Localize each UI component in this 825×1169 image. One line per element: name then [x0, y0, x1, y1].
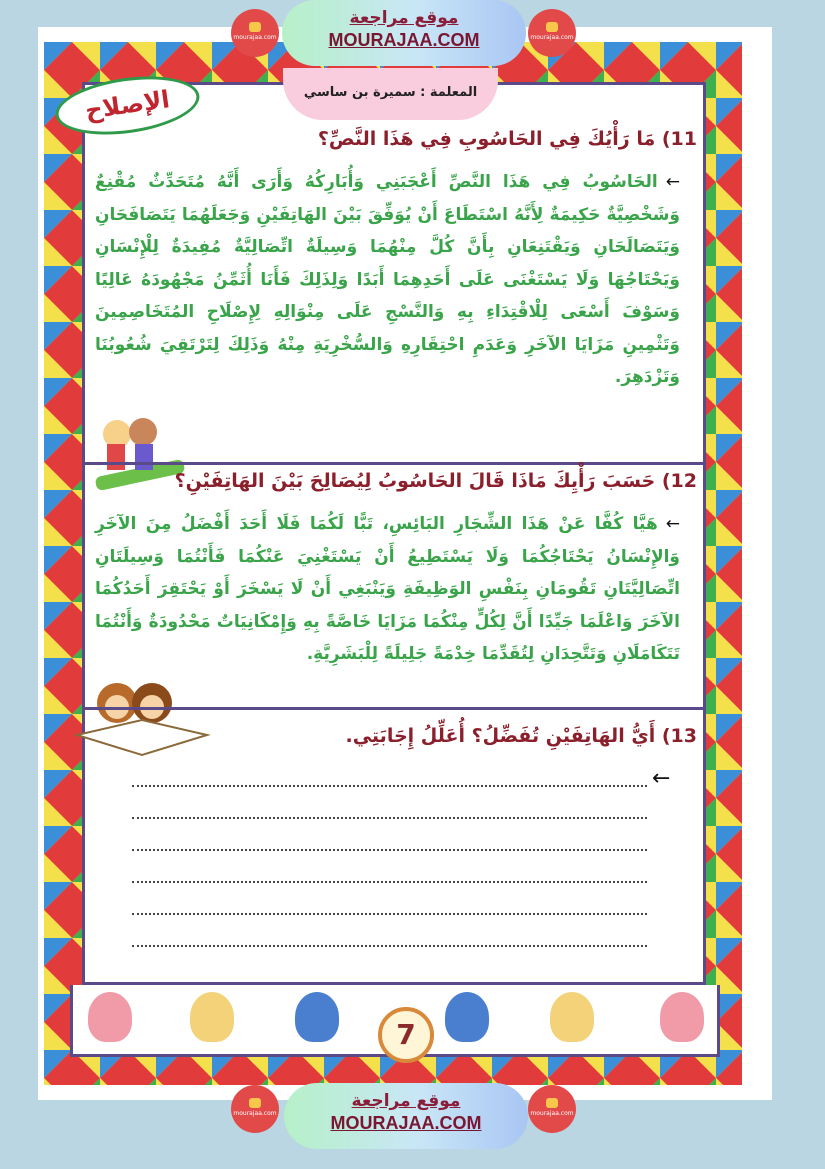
- teacher-name: المعلمة : سميرة بن ساسي: [303, 85, 478, 100]
- question-13: 13) أَيُّ الهَاتِفَيْنِ تُفَضِّلُ؟ أُعَلِّلُ إِجَابَتِي.: [345, 725, 697, 747]
- question-12: 12) حَسَبَ رَأْيِكَ مَاذَا قَالَ الحَاسُوبُ لِيُصَالِحَ بَيْنَ الهَاتِفَيْنِ؟: [174, 470, 697, 492]
- answer-11: [95, 166, 680, 394]
- correction-badge: الإصلاح: [52, 68, 203, 143]
- answer-12-text: هَيَّا كُفَّا عَنْ هَذَا الشِّجَارِ البَائِسِ، تَبًّا لَكُمَا فَلَا أَحَدَ أَفْضَلُ مِنَ الآخَرِ وَالإِنْسَانُ يَحْتَاجُكُمَا وَلَا يَسْتَطِيعُ أَنْ يَسْتَغْنِيَ عَنْكُمَا فَأَنْتُمَا وَسِيلَتَانِ اتِّصَالِيَّتَانِ تَقُومَانِ بِنَفْسِ الوَظِيفَةِ وَيَنْبَغِي أَنْ لَا يَسْخَرَ أَوْ يَحْتَقِرَ أَحَدُكُمَا الآخَرَ وَاعْلَمَا جَيِّدًا أَنَّ لِكُلٍّ مِنْكُمَا مَزَايَا خَاصَّةً بِهِ وَإِمْكَانِيَاتٌ مَحْدُودَةٌ وَأَنْتُمَا تَتَكَامَلَانِ وَتَتَّحِدَانِ لِتُقَدِّمَا خِدْمَةً جَلِيلَةً لِلْبَشَرِيَّةِ.: [95, 514, 680, 664]
- answer-11-text: الحَاسُوبُ فِي هَذَا النَّصِّ أَعْجَبَنِي وَأُبَارِكُهُ وَأَرَى أَنَّهُ مُتَحَدِّثٌ مُقْنِعٌ وَشَخْصِيَّةٌ حَكِيمَةٌ لِأَنَّهُ اسْتَطَاعَ أَنْ يُوَفِّقَ بَيْنَ الهَاتِفَيْنِ وَجَعَلَهُمَا يَتَصَافَحَانِ وَيَتَصَالَحَانِ وَيَقْتَنِعَانِ بِأَنَّ كُلَّ مِنْهُمَا وَسِيلَةٌ اتِّصَالِيَّةٌ مُفِيدَةٌ لِلْإِنْسَانِ وَيَحْتَاجُهَا وَلَا يَسْتَغْنَى عَلَى أَحَدِهِمَا أَبَدًا وَلِذَلِكَ فَأَنَا أُثَمِّنُ مَجْهُودَهُ عَالِيًا وَسَوْفَ أَسْعَى لِلْاقْتِدَاءِ بِهِ وَالنَّسْجِ عَلَى مِنْوَالِهِ لِإِصْلَاحِ المُتَخَاصِمِينَ وَتَثْمِينِ مَزَايَا الآخَرِ وَعَدَمِ احْتِقَارِهِ وَالسُّخْرِيَةِ مِنْهُ وَذَلِكَ لِتَرْتَقِيَ شُعُوبُنَا وَتَزْدَهِرَ.: [95, 172, 680, 387]
- cartoon-animal-icon: [550, 992, 594, 1042]
- cartoon-bird-icon: [295, 992, 339, 1042]
- answer-line[interactable]: [132, 817, 647, 819]
- site-banner-bottom[interactable]: [284, 1083, 528, 1149]
- answer-12: [95, 508, 680, 671]
- teacher-ribbon: [283, 68, 498, 120]
- site-name-latin[interactable]: MOURAJAA.COM: [330, 1113, 482, 1133]
- site-name-latin[interactable]: MOURAJAA.COM: [328, 30, 480, 50]
- site-name-arabic[interactable]: موقع مراجعة: [351, 1091, 461, 1111]
- site-name-arabic[interactable]: موقع مراجعة: [349, 8, 459, 28]
- cartoon-animal-icon: [190, 992, 234, 1042]
- cartoon-bird-icon: [445, 992, 489, 1042]
- answer-line[interactable]: [132, 913, 647, 915]
- answer-line[interactable]: [132, 881, 647, 883]
- cartoon-animal-icon: [88, 992, 132, 1042]
- arrow-icon: ←: [652, 766, 671, 791]
- site-logo-icon: mourajaa.com: [528, 9, 576, 57]
- site-logo-icon: mourajaa.com: [528, 1085, 576, 1133]
- site-logo-icon: mourajaa.com: [231, 1085, 279, 1133]
- arrow-icon: ←: [665, 514, 680, 534]
- page-number: 7: [378, 1007, 434, 1063]
- cartoon-animal-icon: [660, 992, 704, 1042]
- question-11: 11) مَا رَأْيُكَ فِي الحَاسُوبِ فِي هَذَا النَّصِّ؟: [317, 128, 697, 150]
- answer-line[interactable]: [132, 849, 647, 851]
- answer-line[interactable]: [132, 945, 647, 947]
- kids-reading-illustration: [72, 675, 212, 735]
- arrow-icon: ←: [665, 172, 680, 192]
- site-banner-top[interactable]: [282, 0, 526, 66]
- answer-line[interactable]: [132, 785, 647, 787]
- site-logo-icon: mourajaa.com: [231, 9, 279, 57]
- section-divider: [85, 462, 703, 465]
- section-divider: [85, 707, 703, 710]
